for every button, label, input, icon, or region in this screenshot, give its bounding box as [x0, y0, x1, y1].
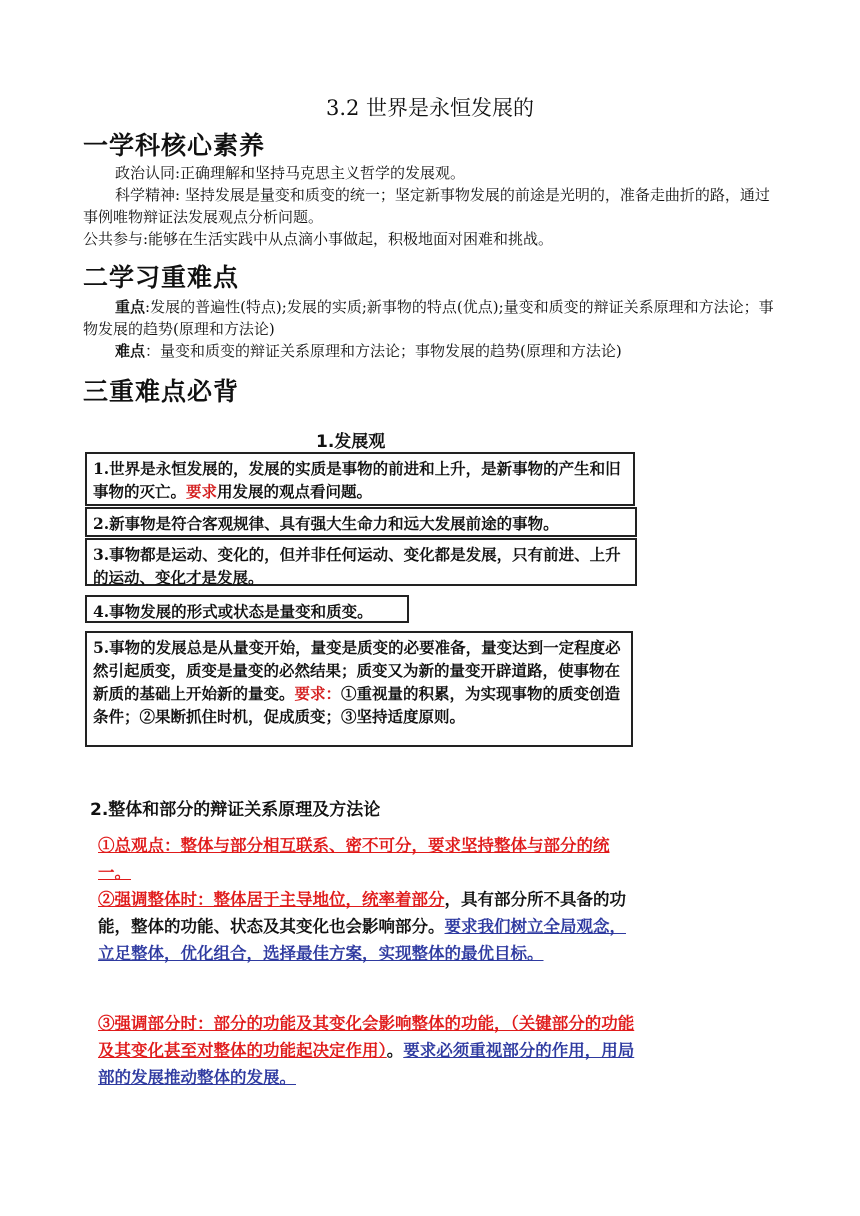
- point-emphasize-part: ③强调部分时：部分的功能及其变化会影响整体的功能，（关键部分的功能及其变化甚至对整体的功能起决定作用）。要求必须重视部分的作用，用局部的发展推动整体的发展。: [98, 1014, 635, 1087]
- point-general-view: ①总观点：整体与部分相互联系、密不可分，要求坚持整体与部分的统一。: [98, 836, 610, 882]
- subheading-whole-and-part: 2.整体和部分的辩证关系原理及方法论: [90, 800, 381, 820]
- political-identity-text: 政治认同:正确理解和坚持马克思主义哲学的发展观。: [115, 164, 466, 182]
- requirement-label: 要求：: [294, 684, 342, 703]
- section-heading-key-points: 二学习重难点: [83, 263, 240, 292]
- requirement-label: 要求: [186, 482, 218, 501]
- difficult-label: 难点: [115, 342, 146, 360]
- box-development-3: 3.事物都是运动、变化的，但并非任何运动、变化都是发展，只有前进、上升的运动、变化才是发展。: [85, 538, 637, 586]
- key-points-text: 重点:发展的普遍性(特点);发展的实质;新事物的特点(优点);量变和质变的辩证关系原理和方法论；事物发展的趋势(原理和方法论): [83, 298, 774, 338]
- scientific-spirit-text: 科学精神: 坚持发展是量变和质变的统一；坚定新事物发展的前途是光明的，准备走曲折的路，通过事例唯物辩证法发展观点分析问题。: [83, 186, 770, 226]
- page-title: 3.2 世界是永恒发展的: [325, 96, 535, 120]
- box-development-1: 1.世界是永恒发展的，发展的实质是事物的前进和上升，是新事物的产生和旧事物的灭亡。要求用发展的观点看问题。: [85, 452, 635, 506]
- difficult-points-text: 难点：量变和质变的辩证关系原理和方法论；事物发展的趋势(原理和方法论): [115, 342, 622, 360]
- box-development-4: 4.事物发展的形式或状态是量变和质变。: [85, 595, 409, 623]
- section-heading-core-literacy: 一学科核心素养: [83, 131, 266, 160]
- public-participation-text: 公共参与:能够在生活实践中从点滴小事做起，积极地面对困难和挑战。: [83, 230, 554, 248]
- box-development-5: 5.事物的发展总是从量变开始，量变是质变的必要准备，量变达到一定程度必然引起质变，质变是量变的必然结果；质变又为新的量变开辟道路，使事物在新质的基础上开始新的量变。要求：①重视量的积累，为实现事物的质变创造条件；②果断抓住时机，促成质变；③坚持适度原则。: [85, 631, 633, 747]
- subheading-development-view: 1.发展观: [316, 432, 386, 452]
- key-label: 重点: [115, 298, 146, 316]
- section-heading-must-memorize: 三重难点必背: [83, 377, 240, 406]
- point-emphasize-whole: ②强调整体时：整体居于主导地位，统率着部分，具有部分所不具备的功能，整体的功能、状态及其变化也会影响部分。要求我们树立全局观念，立足整体，优化组合，选择最佳方案，实现整体的最优目标。: [98, 890, 626, 963]
- box-development-2: 2.新事物是符合客观规律、具有强大生命力和远大发展前途的事物。: [85, 507, 637, 537]
